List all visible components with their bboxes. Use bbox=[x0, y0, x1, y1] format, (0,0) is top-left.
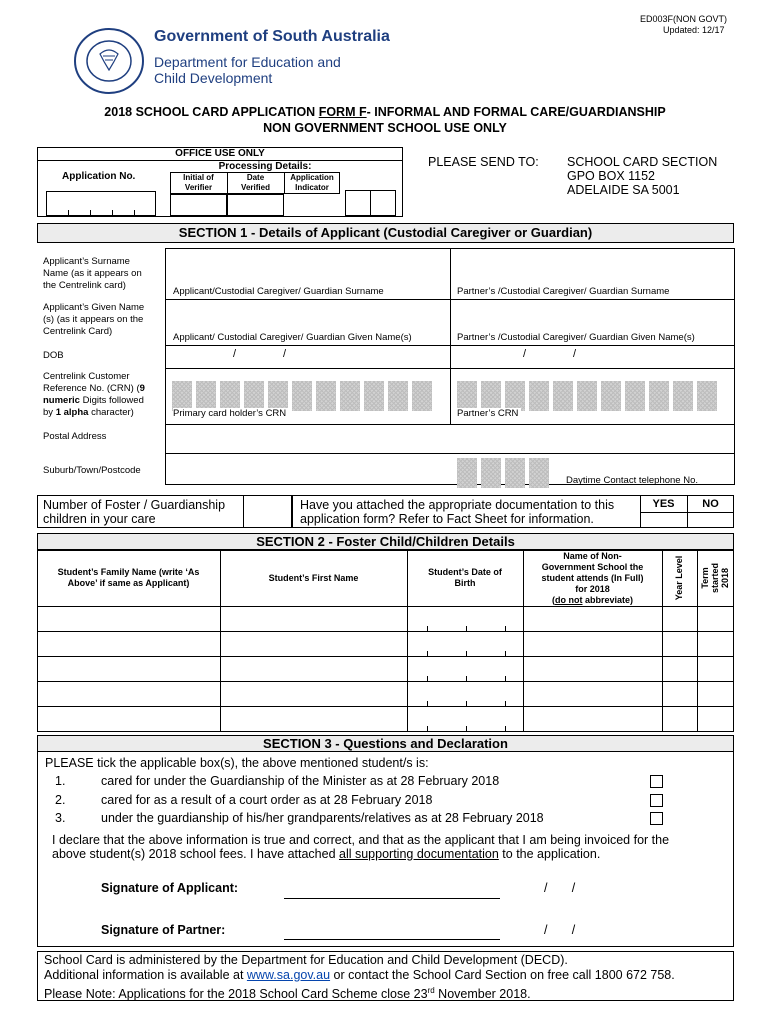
surname-label-l1: Applicant’s Surname bbox=[43, 256, 130, 267]
partner-dob-input[interactable] bbox=[451, 346, 734, 367]
foster-count-label bbox=[43, 498, 225, 526]
col-first-name-header: Student’s First Name bbox=[268, 573, 359, 583]
col-dob-header bbox=[407, 567, 523, 589]
section1-title: SECTION 1 - Details of Applicant (Custodial Caregiver or Guardian) bbox=[178, 225, 593, 240]
question-2-text: cared for as a result of a court order as at 28 February 2018 bbox=[101, 793, 433, 807]
no-label: NO bbox=[702, 498, 719, 510]
table-row[interactable] bbox=[38, 632, 733, 655]
office-use-heading: OFFICE USE ONLY bbox=[175, 148, 265, 159]
footer-text bbox=[44, 953, 730, 1002]
crn-label bbox=[43, 371, 145, 419]
postal-address-input[interactable] bbox=[166, 425, 734, 452]
declaration-l1: I declare that the above information is true and correct, and that as the applicant that I am being invoiced for the bbox=[52, 833, 670, 847]
col-year-text: Year Level bbox=[674, 555, 684, 601]
crn-label-l3a: numeric bbox=[43, 395, 80, 406]
yes-label: YES bbox=[652, 498, 675, 510]
section3-intro: PLEASE tick the applicable box(s), the above mentioned student/s is: bbox=[45, 756, 429, 770]
declaration-l2c: to the application. bbox=[498, 847, 601, 861]
section3-title: SECTION 3 - Questions and Declaration bbox=[263, 736, 508, 751]
foster-count-l1: Number of Foster / Guardianship bbox=[43, 498, 226, 512]
foster-count-input[interactable] bbox=[243, 495, 292, 528]
send-to-label: PLEASE SEND TO: bbox=[428, 155, 539, 169]
sa-gov-link[interactable]: www.sa.gov.au bbox=[246, 968, 331, 982]
dob-label: DOB bbox=[43, 350, 64, 361]
partner-dob-slash2: / bbox=[573, 348, 577, 360]
col-family-l1: Student’s Family Name (write ‘As bbox=[57, 567, 200, 577]
col-term-l3: 2018 bbox=[720, 567, 730, 589]
form-title bbox=[0, 105, 770, 119]
sa-government-logo bbox=[72, 26, 146, 96]
col-school-header bbox=[523, 551, 662, 606]
surname-label-l2: Name (as it appears on bbox=[43, 268, 142, 279]
partner-signature-line[interactable] bbox=[284, 939, 500, 940]
footer-line3 bbox=[44, 983, 730, 1002]
table-row[interactable] bbox=[38, 657, 733, 680]
crn-label-l2 bbox=[43, 383, 145, 395]
form-code: ED003F(NON GOVT) bbox=[640, 14, 728, 24]
question-2-checkbox[interactable] bbox=[650, 794, 663, 807]
col-school-l4: for 2018 bbox=[575, 584, 610, 594]
col-term-started-header bbox=[700, 542, 732, 614]
suburb-input[interactable] bbox=[166, 454, 454, 484]
partner-crn-caption: Partner’s CRN bbox=[457, 408, 521, 419]
col-school-l3: student attends (In Full) bbox=[541, 573, 644, 583]
col-school-l1: Name of Non- bbox=[563, 551, 622, 561]
table-row[interactable] bbox=[38, 607, 733, 630]
date-verified-field[interactable] bbox=[227, 194, 284, 216]
footer-line3b: November 2018. bbox=[434, 987, 531, 1002]
question-3-checkbox[interactable] bbox=[650, 812, 663, 825]
date-label-l2: Verified bbox=[241, 183, 270, 192]
send-address-line2: GPO BOX 1152 bbox=[567, 169, 656, 183]
footer-line3a: Please Note: Applications for the 2018 School Card Scheme close 23 bbox=[44, 987, 428, 1002]
attach-question-l1: Have you attached the appropriate documentation to this bbox=[300, 498, 615, 512]
crn-label-l4b: 1 alpha bbox=[55, 407, 89, 418]
given-label-l1: Applicant’s Given Name bbox=[43, 302, 145, 313]
question-1-number: 1. bbox=[55, 774, 66, 788]
question-1-text: cared for under the Guardianship of the Minister as at 28 February 2018 bbox=[101, 774, 500, 788]
applicant-surname-caption: Applicant/Custodial Caregiver/ Guardian Surname bbox=[173, 286, 384, 297]
primary-crn-input[interactable] bbox=[172, 381, 432, 411]
crn-label-l3 bbox=[43, 395, 145, 407]
applicant-given-caption: Applicant/ Custodial Caregiver/ Guardian Given Name(s) bbox=[173, 332, 412, 343]
department-name-line2: Child Development bbox=[154, 70, 273, 86]
primary-crn-caption: Primary card holder’s CRN bbox=[173, 408, 289, 419]
attachment-no-box[interactable] bbox=[688, 513, 734, 527]
surname-label-l3: the Centrelink card) bbox=[43, 280, 126, 291]
col-family-l2: Above’ if same as Applicant) bbox=[67, 578, 190, 588]
question-2-number: 2. bbox=[55, 793, 66, 807]
table-row[interactable] bbox=[38, 707, 733, 731]
appind-label-l2: Indicator bbox=[295, 183, 329, 192]
footer-line2a: Additional information is available at bbox=[44, 968, 247, 982]
declaration-l2 bbox=[52, 847, 732, 861]
updated-date: Updated: 12/17 bbox=[663, 25, 725, 35]
crn-label-l1: Centrelink Customer bbox=[43, 371, 130, 382]
question-3-text: under the guardianship of his/her grandparents/relatives as at 28 February 2018 bbox=[101, 811, 544, 825]
verifier-initial-field[interactable] bbox=[170, 194, 227, 216]
send-address-line3: ADELAIDE SA 5001 bbox=[567, 183, 680, 197]
question-1-checkbox[interactable] bbox=[650, 775, 663, 788]
application-no-label: Application No. bbox=[62, 171, 136, 182]
government-name: Government of South Australia bbox=[154, 28, 390, 45]
col-family-name-header bbox=[37, 567, 220, 589]
processing-details-label: Processing Details: bbox=[218, 161, 312, 172]
foster-count-l2: children in your care bbox=[43, 512, 156, 526]
applicant-dob-input[interactable] bbox=[166, 346, 449, 367]
crn-label-l2b: 9 bbox=[139, 383, 145, 394]
col-school-do-not: do not bbox=[554, 595, 583, 605]
question-3-number: 3. bbox=[55, 811, 66, 825]
crn-label-l4c: character) bbox=[88, 407, 134, 418]
initial-label-l1: Initial of bbox=[183, 173, 214, 182]
application-no-field[interactable] bbox=[46, 191, 156, 216]
col-year-level-header bbox=[674, 542, 686, 614]
col-school-l5pre: ( bbox=[551, 595, 555, 605]
footer-line3-sup: rd bbox=[427, 986, 435, 995]
col-dob-l1: Student’s Date of bbox=[428, 567, 502, 577]
applicant-surname-label bbox=[43, 256, 142, 292]
date-verified-label bbox=[227, 173, 284, 193]
title-suffix: - INFORMAL AND FORMAL CARE/GUARDIANSHIP bbox=[366, 105, 666, 119]
applicant-signature-label: Signature of Applicant: bbox=[101, 881, 239, 895]
date-label-l1: Date bbox=[246, 173, 265, 182]
crn-label-l4a: by bbox=[43, 407, 56, 418]
table-row[interactable] bbox=[38, 682, 733, 705]
crn-label-l3b: Digits followed bbox=[79, 395, 144, 406]
applicant-dob-slash1: / bbox=[233, 348, 237, 360]
daytime-phone-input[interactable] bbox=[562, 454, 734, 474]
crn-label-l4 bbox=[43, 407, 145, 419]
partner-signature-date[interactable]: / / bbox=[544, 923, 576, 937]
col-school-l5 bbox=[523, 595, 662, 606]
partner-surname-caption: Partner’s /Custodial Caregiver/ Guardian Surname bbox=[457, 286, 670, 297]
declaration-text bbox=[52, 833, 732, 861]
partner-given-caption: Partner’s /Custodial Caregiver/ Guardian Given Name(s) bbox=[457, 332, 695, 343]
send-address-line1: SCHOOL CARD SECTION bbox=[567, 155, 718, 169]
col-term-l1: Term bbox=[700, 567, 710, 589]
col-school-l2: Government School the bbox=[541, 562, 644, 572]
application-indicator-label bbox=[284, 173, 340, 193]
initial-of-verifier-label bbox=[170, 173, 227, 193]
attachment-yes-box[interactable] bbox=[641, 513, 687, 527]
crn-label-l2a: Reference No. (CRN) ( bbox=[43, 383, 140, 394]
postcode-input[interactable] bbox=[457, 458, 549, 488]
appind-label-l1: Application bbox=[290, 173, 334, 182]
col-school-l5b: abbreviate) bbox=[582, 595, 634, 605]
given-label-l3: Centrelink Card) bbox=[43, 326, 113, 337]
suburb-label: Suburb/Town/Postcode bbox=[43, 465, 141, 476]
partner-dob-slash1: / bbox=[523, 348, 527, 360]
section2-title: SECTION 2 - Foster Child/Children Details bbox=[256, 534, 515, 549]
col-dob-l2: Birth bbox=[454, 578, 476, 588]
declaration-supporting-docs: all supporting documentation bbox=[339, 847, 499, 861]
footer-line2b: or contact the School Card Section on free call 1800 672 758. bbox=[330, 968, 675, 982]
attach-question-l2: application form? Refer to Fact Sheet for information. bbox=[300, 512, 594, 526]
partner-signature-label: Signature of Partner: bbox=[101, 923, 226, 937]
form-subtitle: NON GOVERNMENT SCHOOL USE ONLY bbox=[263, 121, 507, 135]
department-name-line1: Department for Education and bbox=[154, 54, 341, 70]
col-term-l2: started bbox=[710, 563, 720, 594]
given-label-l2: (s) (as it appears on the bbox=[43, 314, 144, 325]
postal-address-label: Postal Address bbox=[43, 431, 107, 442]
applicant-dob-slash2: / bbox=[283, 348, 287, 360]
title-form-f: FORM F bbox=[318, 105, 367, 119]
footer-line2 bbox=[44, 968, 730, 983]
declaration-l2a: above student(s) 2018 school fees. I have attached bbox=[52, 847, 339, 861]
partner-crn-input[interactable] bbox=[457, 381, 717, 411]
daytime-phone-label: Daytime Contact telephone No. bbox=[566, 475, 699, 486]
attachment-question bbox=[300, 498, 614, 526]
footer-line1: School Card is administered by the Department for Education and Child Development (DECD). bbox=[44, 953, 568, 967]
applicant-signature-line[interactable] bbox=[284, 898, 500, 899]
initial-label-l2: Verifier bbox=[184, 183, 213, 192]
title-prefix: 2018 SCHOOL CARD APPLICATION bbox=[104, 105, 319, 119]
applicant-signature-date[interactable]: / / bbox=[544, 881, 576, 895]
applicant-given-label bbox=[43, 302, 144, 338]
